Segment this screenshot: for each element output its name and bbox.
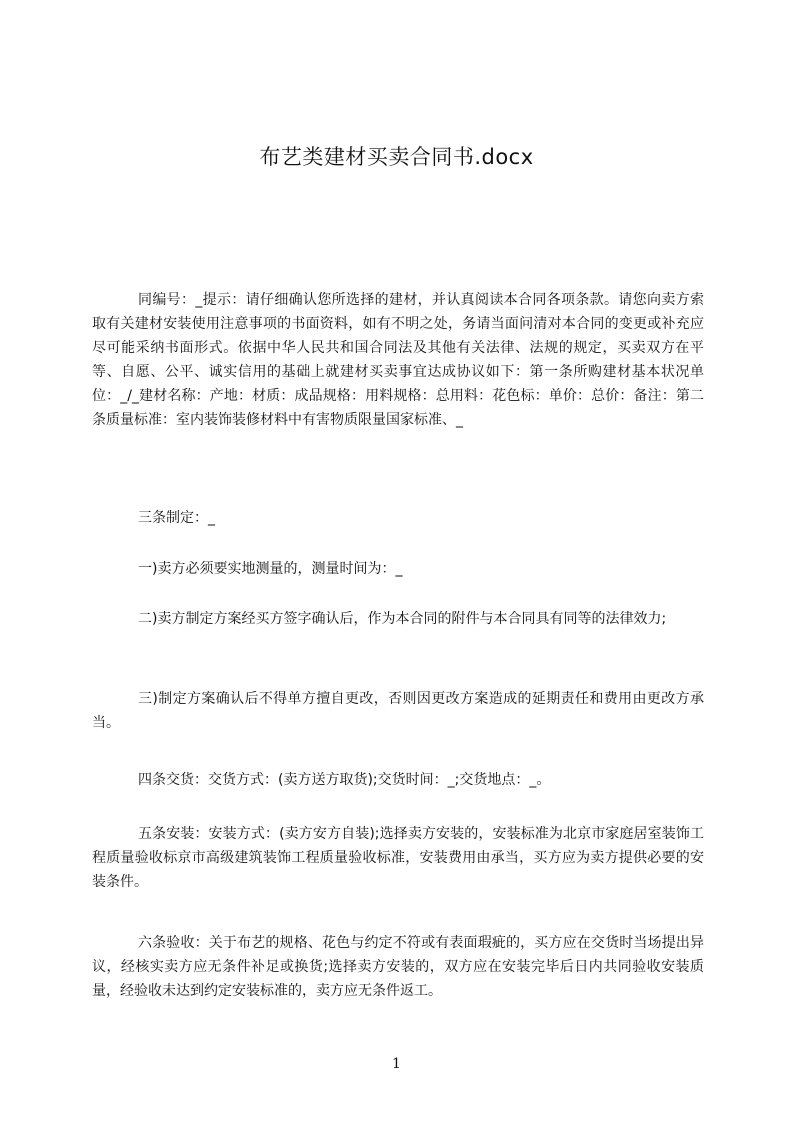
paragraph-item-2: 二)卖方制定方案经买方签字确认后，作为本合同的附件与本合同具有同等的法律效力;	[138, 611, 667, 627]
paragraph-item-3: 三)制定方案确认后不得单方擅自更改，否则因更改方案造成的延期责任和费用由更改方承当。	[92, 691, 704, 731]
paragraph-article-3: 三条制定：_	[138, 510, 215, 526]
document-title: 布艺类建材买卖合同书.docx	[259, 145, 534, 169]
paragraph-item-1: 一)卖方必须要实地测量的，测量时间为：_	[138, 561, 403, 577]
paragraph-article-5: 五条安装：安装方式：(卖方安方自装);选择卖方安装的，安装标准为北京市家庭居室装饰工程质量验收标京市高级建筑装饰工程质量验收标准，安装费用由承当，买方应为卖方提供必要的安装条件。	[92, 826, 704, 890]
page-number: 1	[392, 1056, 401, 1072]
paragraph-preamble: 同编号：_提示：请仔细确认您所选择的建材，并认真阅读本合同各项条款。请您向卖方索取有关建材安装使用注意事项的书面资料，如有不明之处，务请当面问清对本合同的变更或补充应尽可能采纳书面形式。依据中华人民共和国合同法及其他有关法律、法规的规定，买卖双方在平等、自愿、公平、诚实信用的基础上就建材买卖事宜达成协议如下：第一条所购建材基本状况单位：_/_建材名称：产地：材质：成品规格：用料规格：总用料：花色标：单价：总价：备注：第二条质量标准：室内装饰装修材料中有害物质限量国家标准、_	[92, 292, 704, 428]
paragraph-article-6: 六条验收：关于布艺的规格、花色与约定不符或有表面瑕疵的，买方应在交货时当场提出异议，经核实卖方应无条件补足或换货;选择卖方安装的，双方应在安装完毕后日内共同验收安装质量，经验收未达到约定安装标准的，卖方应无条件返工。	[92, 935, 704, 999]
paragraph-article-4: 四条交货：交货方式：(卖方送方取货);交货时间：_;交货地点：_。	[138, 772, 551, 788]
